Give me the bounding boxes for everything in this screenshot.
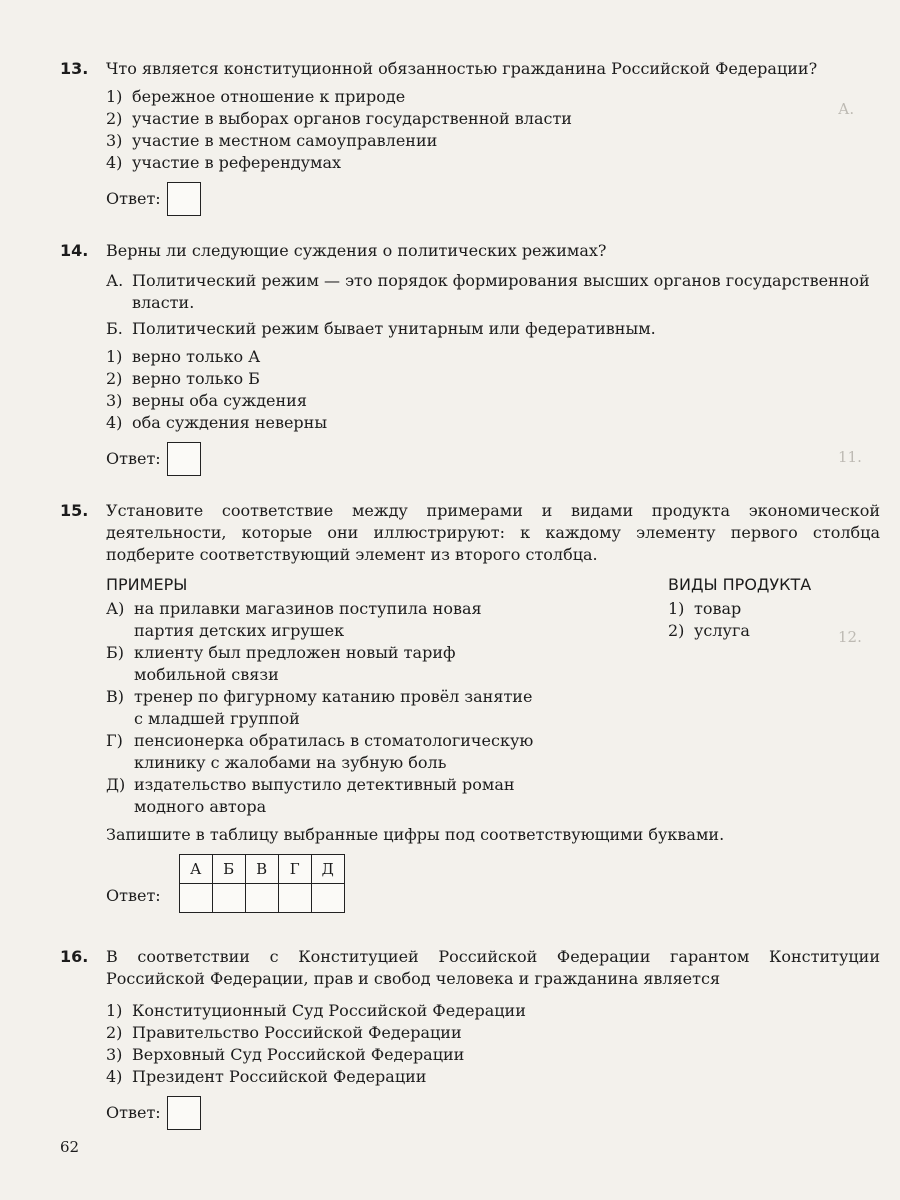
example-item: А) на прилавки магазинов поступила новая партия детских игрушек	[106, 599, 482, 640]
bleed-through-artifact: 11.	[838, 448, 862, 466]
answer-options	[106, 346, 880, 434]
option: 3) Верховный Суд Российской Федерации	[106, 1045, 465, 1064]
answer-box[interactable]	[167, 1096, 201, 1130]
option: 1) Конституционный Суд Российской Федерации	[106, 1001, 526, 1020]
question-text: Что является конституционной обязанностью гражданина Российской Федерации?	[106, 59, 818, 78]
question-15	[60, 500, 880, 913]
examples-column	[106, 574, 546, 818]
answer-cell[interactable]	[179, 884, 212, 913]
question-16	[60, 946, 880, 1130]
option: 2) Правительство Российской Федерации	[106, 1023, 462, 1042]
answer-cell[interactable]	[212, 884, 245, 913]
table-letter: В	[245, 855, 278, 884]
question-13	[60, 58, 880, 216]
answer-options	[106, 86, 880, 174]
answer-options	[106, 1000, 880, 1088]
table-answer-row	[179, 884, 344, 913]
table-header-row	[179, 855, 344, 884]
answer-row	[106, 1096, 880, 1130]
statement: А. Политический режим — это порядок формирования высших органов государственной власти.	[106, 271, 870, 312]
option: 1) верно только А	[106, 347, 261, 366]
answer-cell[interactable]	[278, 884, 311, 913]
table-letter: Г	[278, 855, 311, 884]
question-number: 16.	[60, 947, 89, 966]
types-column	[668, 574, 868, 818]
example-item: Д) издательство выпустило детективный роман модного автора	[106, 775, 515, 816]
answer-label: Ответ:	[106, 189, 161, 208]
option: 4) участие в референдумах	[106, 153, 342, 172]
answer-label: Ответ:	[106, 449, 161, 468]
answer-label: Ответ:	[106, 886, 161, 905]
bleed-through-artifact: А.	[838, 100, 855, 118]
answer-label: Ответ:	[106, 1103, 161, 1122]
answer-row	[106, 854, 880, 913]
types-header: ВИДЫ ПРОДУКТА	[668, 575, 812, 594]
option: 2) участие в выборах органов государственной власти	[106, 109, 572, 128]
option: 1) бережное отношение к природе	[106, 87, 406, 106]
type-item: 1) товар	[668, 599, 742, 618]
statement: Б. Политический режим бывает унитарным или федеративным.	[106, 319, 656, 338]
answer-cell[interactable]	[245, 884, 278, 913]
option: 3) участие в местном самоуправлении	[106, 131, 438, 150]
examples-header: ПРИМЕРЫ	[106, 575, 188, 594]
answer-row	[106, 442, 880, 476]
answer-box[interactable]	[167, 182, 201, 216]
answer-cell[interactable]	[311, 884, 344, 913]
instruction-text: Запишите в таблицу выбранные цифры под соответствующими буквами.	[106, 825, 725, 844]
option: 4) оба суждения неверны	[106, 413, 328, 432]
example-item: В) тренер по фигурному катанию провёл занятие с младшей группой	[106, 687, 533, 728]
example-item: Б) клиенту был предложен новый тариф мобильной связи	[106, 643, 456, 684]
option: 4) Президент Российской Федерации	[106, 1067, 427, 1086]
question-text: В соответствии с Конституцией Российской Федерации гарантом Конституции Российской Федерации, прав и свобод человека и гражданина является	[106, 947, 880, 988]
answer-box[interactable]	[167, 442, 201, 476]
answer-row	[106, 182, 880, 216]
question-14	[60, 240, 880, 476]
table-letter: Д	[311, 855, 344, 884]
bleed-through-artifact: 12.	[838, 628, 862, 646]
page-number: 62	[60, 1138, 80, 1156]
type-item: 2) услуга	[668, 621, 750, 640]
question-number: 15.	[60, 501, 89, 520]
table-letter: А	[179, 855, 212, 884]
option: 2) верно только Б	[106, 369, 260, 388]
option: 3) верны оба суждения	[106, 391, 307, 410]
question-number: 13.	[60, 59, 89, 78]
table-letter: Б	[212, 855, 245, 884]
question-number: 14.	[60, 241, 89, 260]
question-text: Верны ли следующие суждения о политических режимах?	[106, 241, 607, 260]
answer-table	[179, 854, 345, 913]
example-item: Г) пенсионерка обратилась в стоматологическую клинику с жалобами на зубную боль	[106, 731, 534, 772]
matching-columns	[106, 574, 880, 818]
question-text: Установите соответствие между примерами и видами продукта экономической деятельности, которые они иллюстрируют: к каждому элементу первого столбца подберите соответствующий элемент из второго столбца.	[106, 501, 880, 564]
